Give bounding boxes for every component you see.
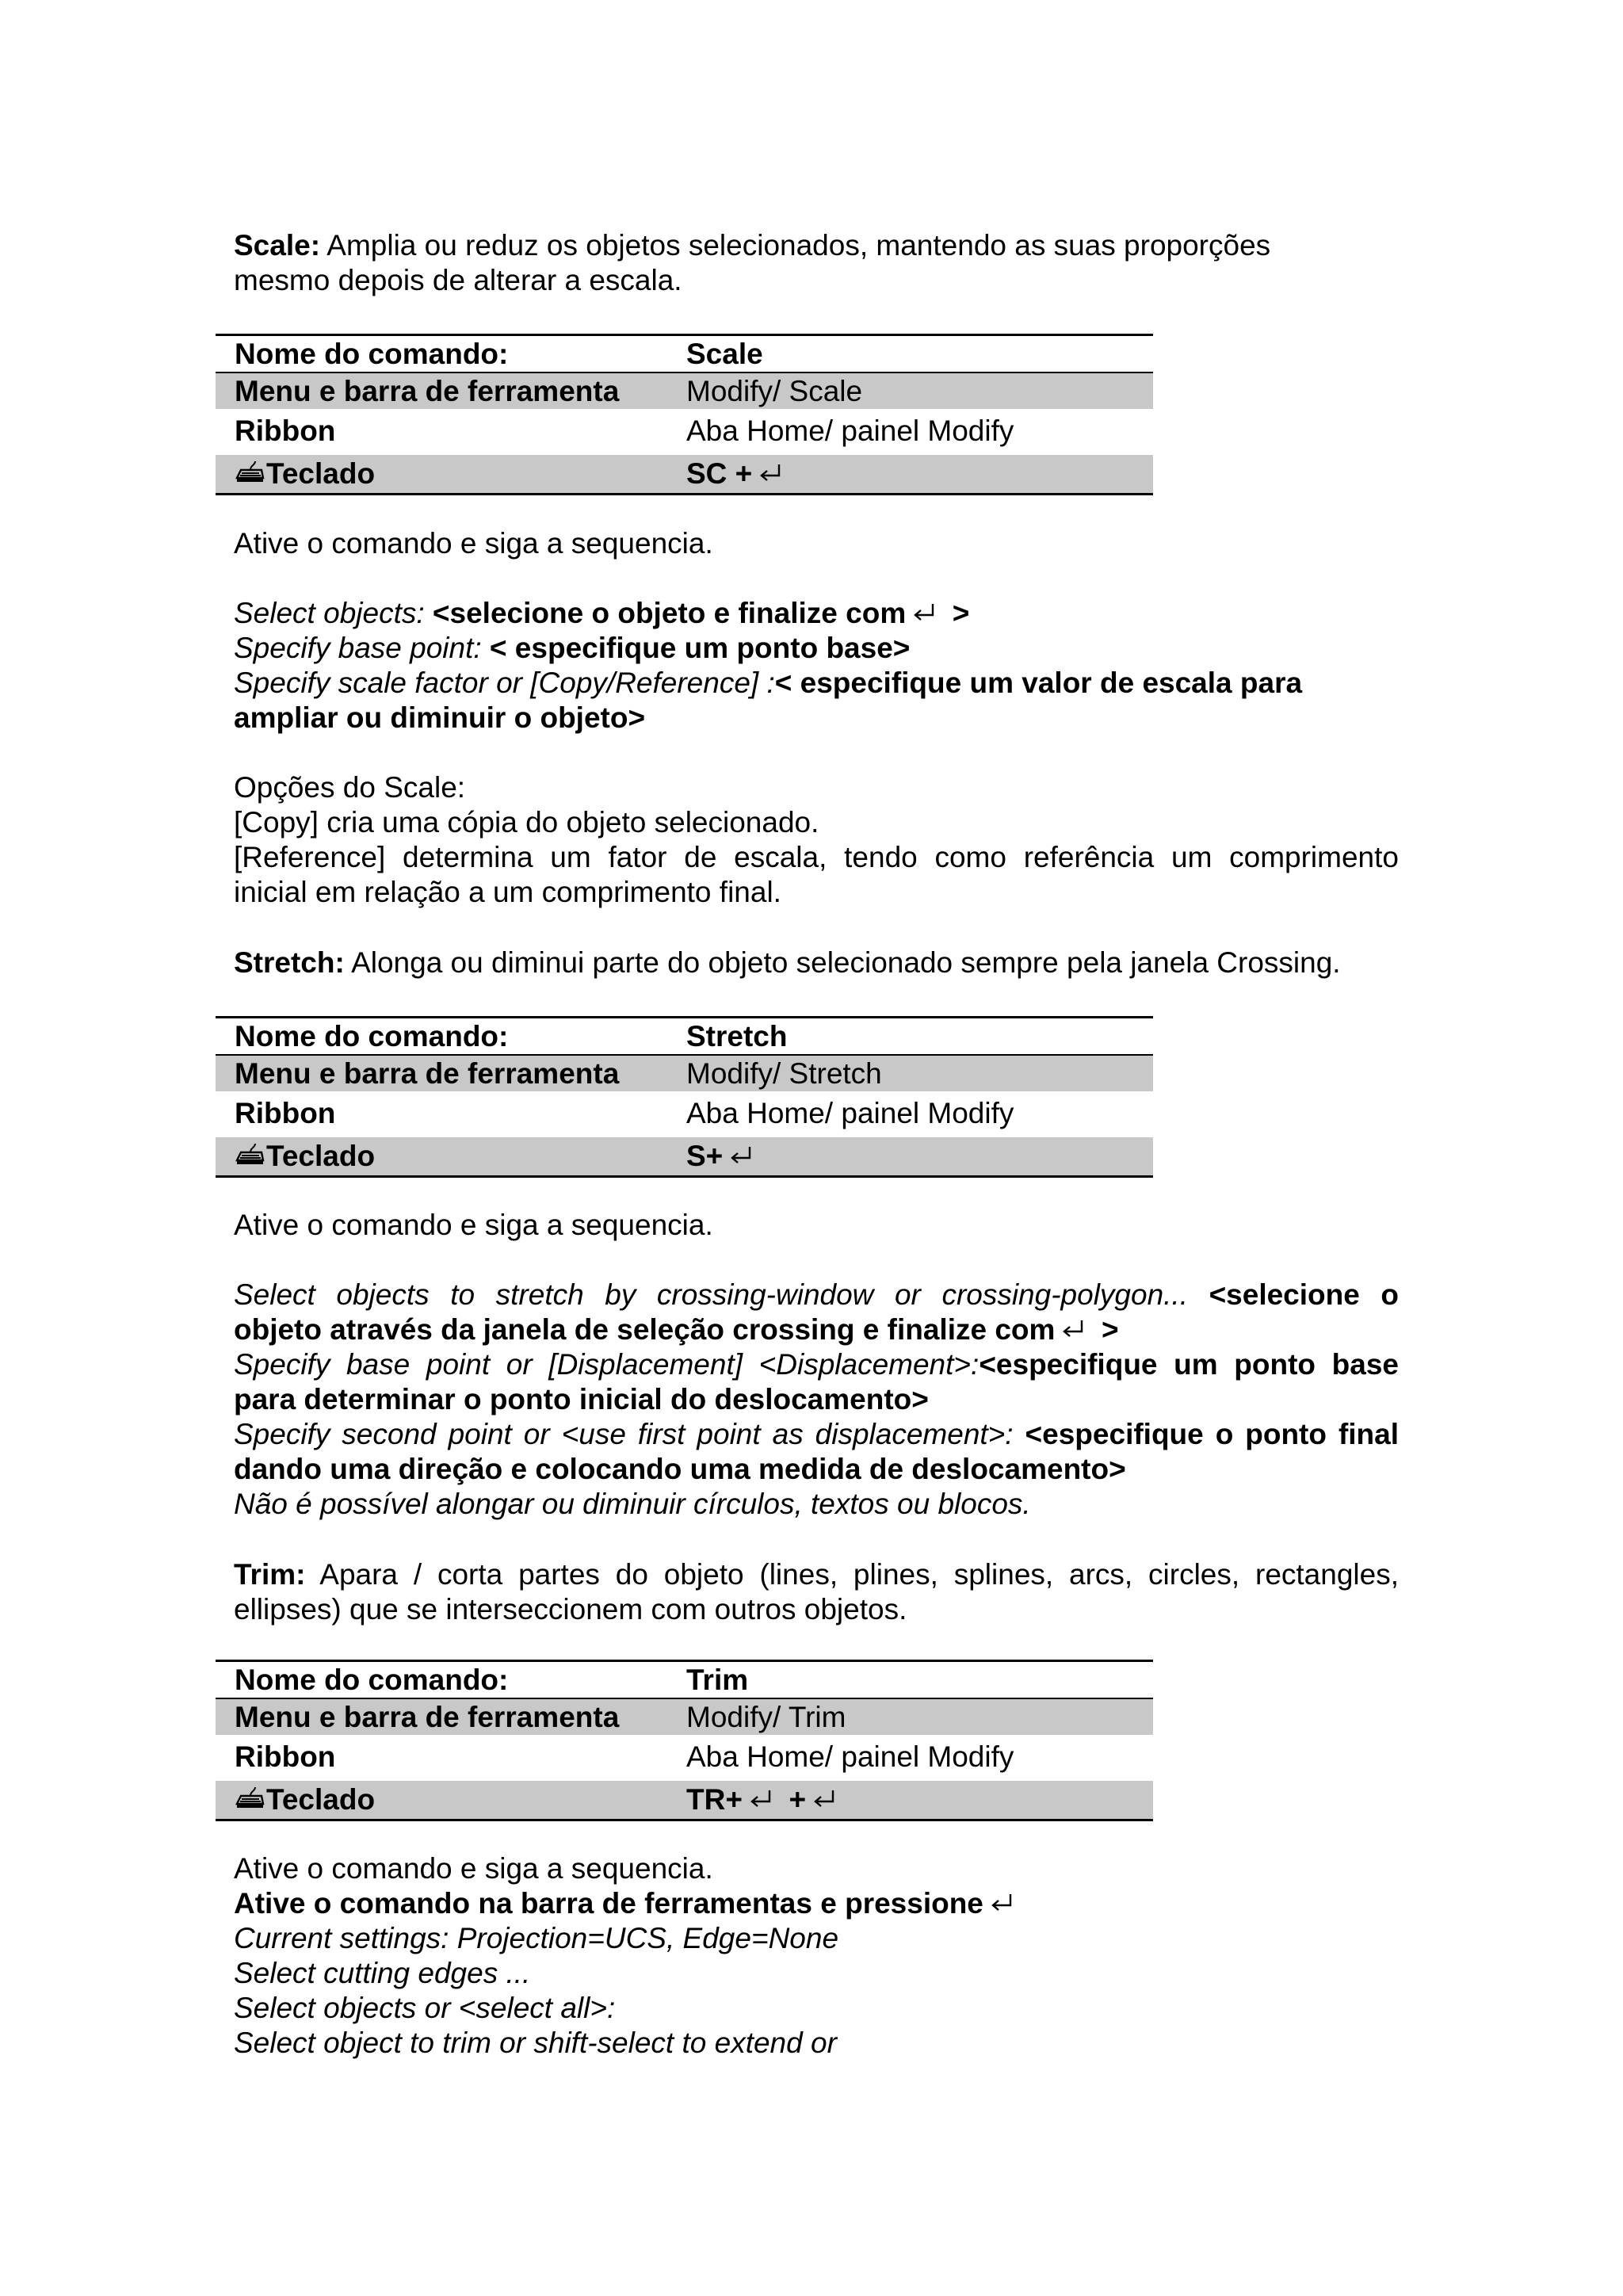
scale-title: Scale:: [234, 229, 321, 262]
enter-key-icon: [990, 1893, 1014, 1912]
stretch-activate-text: Ative o comando e siga a sequencia.: [234, 1209, 713, 1241]
trim-table-label-keyboard: Teclado: [266, 1783, 376, 1816]
scale-option-copy: [Copy] cria uma cópia do objeto selecionado.: [234, 806, 819, 839]
stretch-desc: Alonga ou diminui parte do objeto selecionado sempre pela janela Crossing.: [351, 946, 1341, 979]
enter-key-icon: [749, 1789, 773, 1808]
stretch-prompt3-bold-line2: dando uma direção e colocando uma medida de deslocamento>: [234, 1453, 1126, 1485]
trim-title: Trim:: [234, 1558, 306, 1591]
stretch-intro: [234, 946, 1399, 980]
scale-table-label-keyboard: Teclado: [266, 457, 376, 490]
trim-line-select-object-to-trim: Select object to trim or shift-select to extend or: [234, 2027, 837, 2059]
scale-options-title: Opções do Scale:: [234, 771, 466, 804]
scale-command-table: [216, 334, 1153, 495]
scale-activate-text: Ative o comando e siga a sequencia.: [234, 527, 713, 560]
trim-command-table: [216, 1660, 1153, 1821]
scale-desc-line1: Amplia ou reduz os objetos selecionados, mantendo as suas proporções: [327, 229, 1271, 262]
trim-activate-bold: Ative o comando na barra de ferramentas e pressione: [234, 1887, 983, 1920]
scale-table-label-menu: Menu e barra de ferramenta: [216, 372, 663, 409]
trim-table-value-keyboard: TR+: [686, 1783, 743, 1816]
scale-desc-line2: mesmo depois de alterar a escala.: [234, 264, 682, 296]
scale-sequence: [234, 596, 1399, 735]
enter-key-icon: [758, 463, 782, 482]
keyboard-icon: [235, 1785, 265, 1813]
stretch-prompt1-bold-line2: objeto através da janela de seleção crossing e finalize com: [234, 1313, 1056, 1346]
scale-table-value-ribbon: Aba Home/ painel Modify: [686, 415, 1014, 447]
trim-sequence: [234, 1851, 1399, 2061]
stretch-command-table: [216, 1016, 1153, 1178]
stretch-prompt1-bold: <selecione o: [1209, 1278, 1399, 1311]
stretch-table-label-name: Nome do comando:: [216, 1018, 663, 1056]
enter-key-icon: [729, 1145, 753, 1164]
trim-desc-line1: Apara / corta partes do objeto (lines, plines, splines, arcs, circles, rectangles,: [319, 1558, 1399, 1591]
keyboard-icon: [235, 1141, 265, 1170]
stretch-table-value-menu: Modify/ Stretch: [663, 1055, 1153, 1091]
trim-desc-line2: ellipses) que se interseccionem com outros objetos.: [234, 1593, 907, 1626]
scale-option-reference-line1: [Reference] determina um fator de escala, tendo como referência um comprimento: [234, 841, 1399, 873]
trim-table-value-menu: Modify/ Trim: [663, 1698, 1153, 1735]
stretch-prompt3-bold: <especifique o ponto final: [1025, 1418, 1400, 1450]
trim-line-select-cutting: Select cutting edges ...: [234, 1957, 531, 1989]
trim-intro: [234, 1557, 1399, 1627]
enter-key-icon: [1061, 1319, 1085, 1338]
scale-table-value-name: Scale: [663, 335, 1153, 373]
stretch-table-label-keyboard: Teclado: [266, 1140, 376, 1172]
trim-table-label-name: Nome do comando:: [216, 1661, 663, 1699]
enter-key-icon: [812, 1789, 836, 1808]
scale-prompt2-bold: < especifique um ponto base>: [489, 632, 911, 664]
trim-table-value-ribbon: Aba Home/ painel Modify: [686, 1740, 1014, 1773]
trim-table-value-name: Trim: [663, 1661, 1153, 1699]
trim-activate-text: Ative o comando e siga a sequencia.: [234, 1852, 713, 1885]
scale-table-value-keyboard: SC +: [686, 457, 753, 490]
keyboard-icon: [235, 459, 265, 487]
scale-table-label-name: Nome do comando:: [216, 335, 663, 373]
stretch-table-value-name: Stretch: [663, 1018, 1153, 1056]
enter-key-icon: [912, 602, 936, 621]
trim-table-value-keyboard-plus: +: [789, 1783, 807, 1816]
stretch-prompt3-italic: Specify second point or <use first point as displacement>:: [234, 1418, 1014, 1450]
stretch-prompt2-bold-line2: para determinar o ponto inicial do deslocamento>: [234, 1383, 929, 1415]
stretch-table-value-ribbon: Aba Home/ painel Modify: [686, 1097, 1014, 1129]
scale-table-label-ribbon: Ribbon: [235, 415, 336, 447]
stretch-sequence: [234, 1278, 1399, 1522]
trim-line-current-settings: Current settings: Projection=UCS, Edge=None: [234, 1922, 839, 1954]
stretch-title: Stretch:: [234, 946, 345, 979]
stretch-table-label-menu: Menu e barra de ferramenta: [216, 1055, 663, 1091]
stretch-table-label-ribbon: Ribbon: [235, 1097, 336, 1129]
stretch-prompt2-bold: <especifique um ponto base: [979, 1348, 1399, 1381]
scale-options: [234, 770, 1399, 910]
stretch-prompt2-italic: Specify base point or [Displacement] <Displacement>:: [234, 1348, 980, 1381]
scale-prompt3-italic: Specify scale factor or [Copy/Reference] :: [234, 667, 775, 699]
scale-table-value-menu: Modify/ Scale: [663, 372, 1153, 409]
stretch-note: Não é possível alongar ou diminuir círculos, textos ou blocos.: [234, 1488, 1031, 1520]
scale-prompt2-italic: Specify base point:: [234, 632, 482, 664]
stretch-table-value-keyboard: S+: [686, 1140, 724, 1172]
scale-prompt1-italic: Select objects:: [234, 597, 425, 629]
scale-intro: [234, 228, 1399, 298]
scale-prompt3-bold-line2: ampliar ou diminuir o objeto>: [234, 701, 646, 734]
stretch-prompt1-italic: Select objects to stretch by crossing-window or crossing-polygon...: [234, 1278, 1188, 1311]
scale-prompt1-end: >: [952, 597, 970, 629]
scale-prompt1-bold: <selecione o objeto e finalize com: [432, 597, 907, 629]
trim-line-select-objects: Select objects or <select all>:: [234, 1992, 616, 2024]
stretch-prompt1-end: >: [1101, 1313, 1119, 1346]
trim-table-label-ribbon: Ribbon: [235, 1740, 336, 1773]
trim-table-label-menu: Menu e barra de ferramenta: [216, 1698, 663, 1735]
scale-option-reference-line2: inicial em relação a um comprimento final.: [234, 876, 781, 908]
scale-prompt3-bold: < especifique um valor de escala para: [774, 667, 1303, 699]
